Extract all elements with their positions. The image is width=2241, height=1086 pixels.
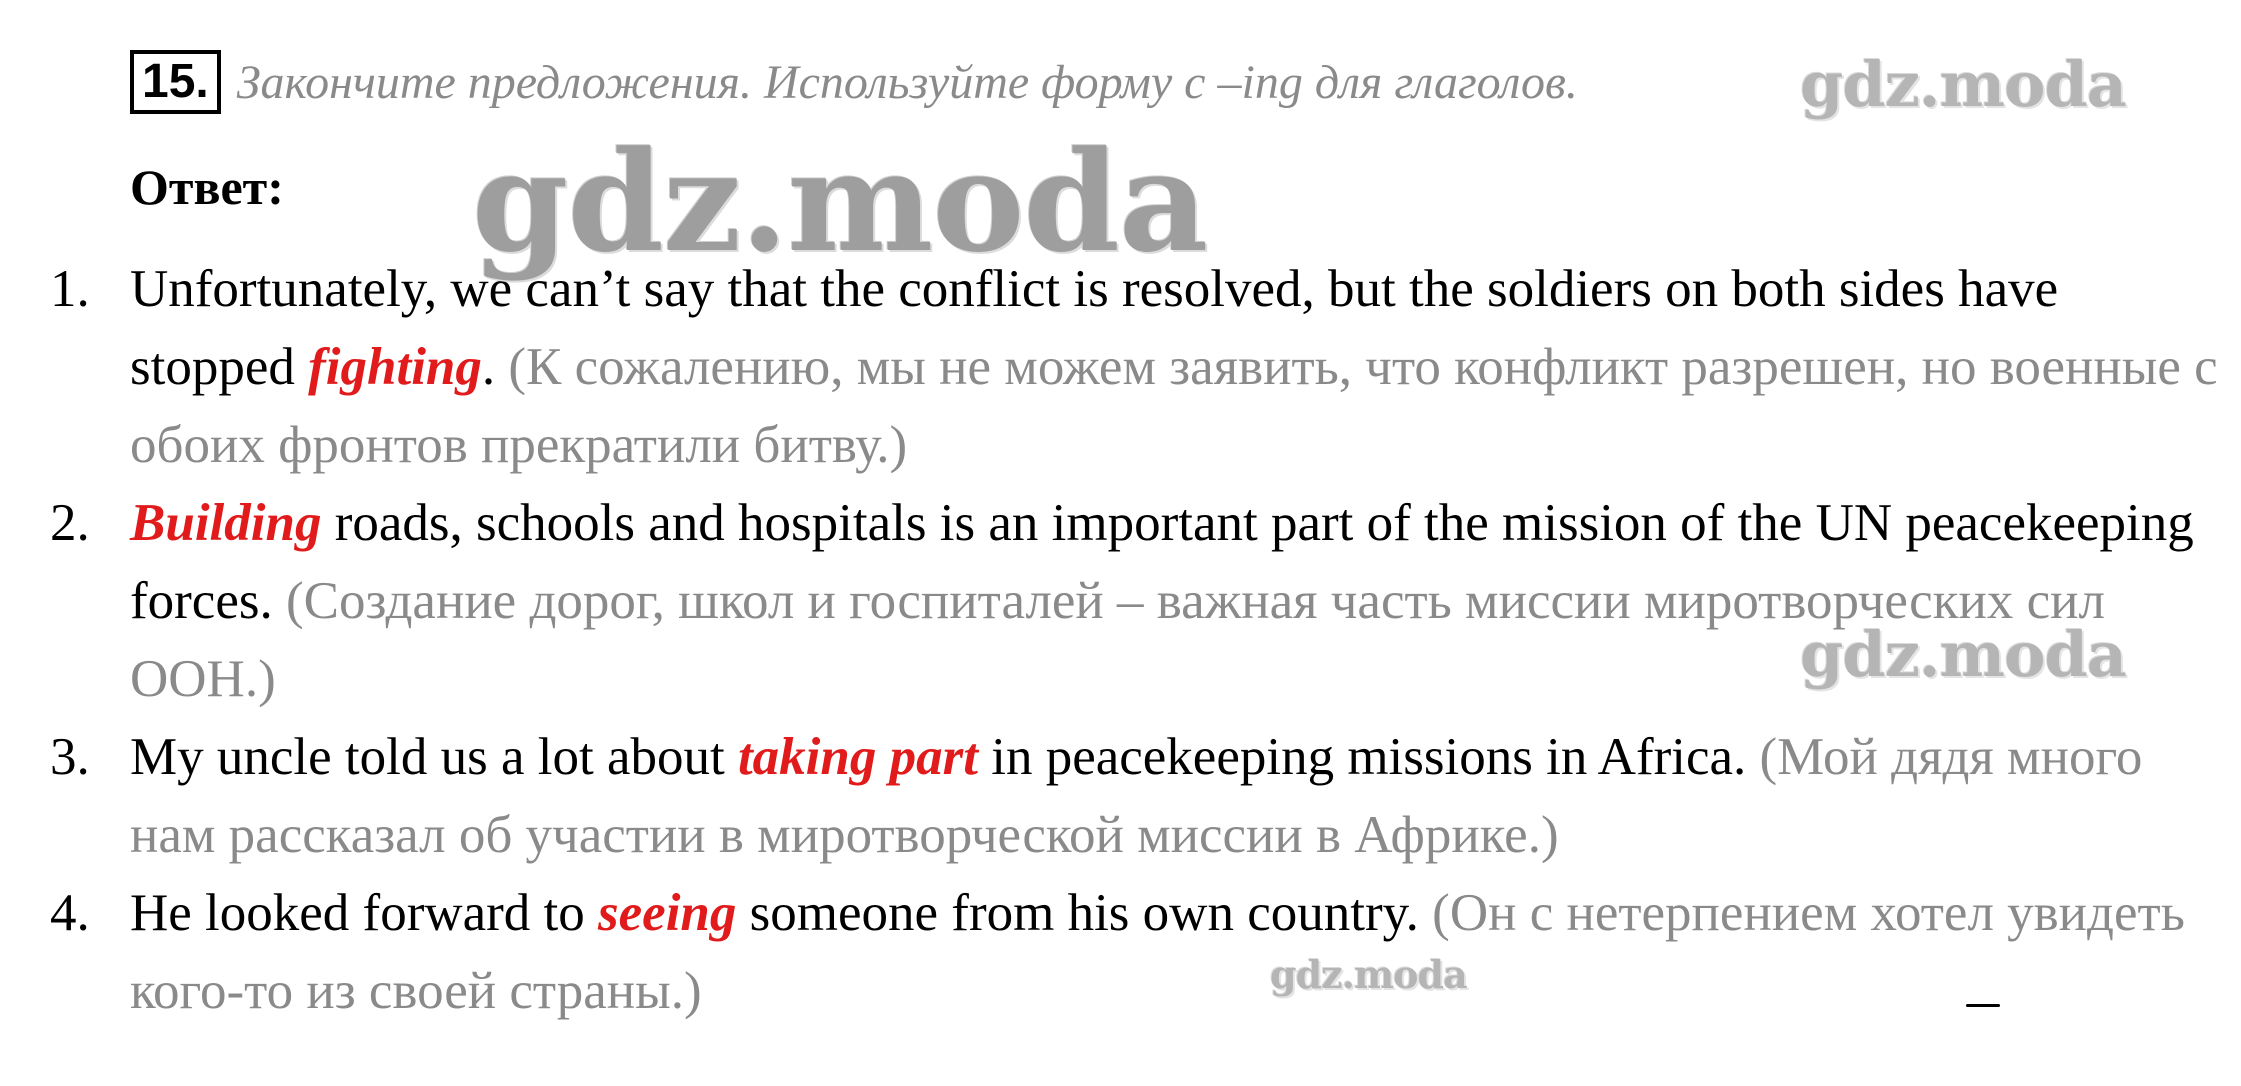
watermark-large: gdz.moda [472, 120, 1208, 283]
translation-text: (Создание дорог, школ и госпиталей – важная часть миссии миротворческих сил ООН.) [130, 572, 2105, 708]
translation-text: (К сожалению, мы не можем заявить, что конфликт разрешен, но военные с обоих фронтов прекратили битву.) [130, 338, 2218, 474]
translation-text: (Мой дядя много нам рассказал об участии в миротворческой миссии в Африке.) [130, 728, 2143, 864]
list-item [50, 484, 2230, 718]
answer-word: Building [130, 494, 322, 552]
exercise-header [130, 50, 1578, 114]
exercise-number: 15. [130, 50, 221, 114]
stray-mark [1966, 1004, 2000, 1007]
answer-word: seeing [598, 884, 737, 942]
watermark-small: gdz.moda [1270, 952, 1467, 997]
list-item [50, 874, 2230, 1030]
item-number: 1. [50, 260, 90, 318]
watermark-middle: gdz.moda [1800, 618, 2126, 691]
answer-label: Ответ: [130, 159, 284, 215]
sentence-text: in peacekeeping missions in Africa. [977, 728, 1747, 786]
translation-text: (Он с нетерпением хотел увидеть кого-то из своей страны.) [130, 884, 2185, 1020]
sentence-text: Unfortunately, we can’t say that the conflict is resolved, but the soldiers on both sides have stopped [130, 260, 2059, 396]
answer-list [50, 250, 2230, 1030]
item-number: 3. [50, 728, 90, 786]
watermark-top: gdz.moda [1800, 48, 2126, 121]
sentence-text: roads, schools and hospitals is an important part of the mission of the UN peacekeeping forces. [130, 494, 2194, 630]
answer-word: taking part [737, 728, 978, 786]
item-number: 2. [50, 494, 90, 552]
list-item [50, 250, 2230, 484]
sentence-text: . [481, 338, 496, 396]
sentence-text: My uncle told us a lot about [130, 728, 738, 786]
answer-word: fighting [308, 338, 482, 396]
sentence-text: He looked forward to [130, 884, 599, 942]
item-number: 4. [50, 884, 90, 942]
exercise-instruction: Закончите предложения. Используйте форму с –ing для глаголов. [236, 55, 1578, 109]
list-item [50, 718, 2230, 874]
sentence-text: someone from his own country. [736, 884, 1419, 942]
